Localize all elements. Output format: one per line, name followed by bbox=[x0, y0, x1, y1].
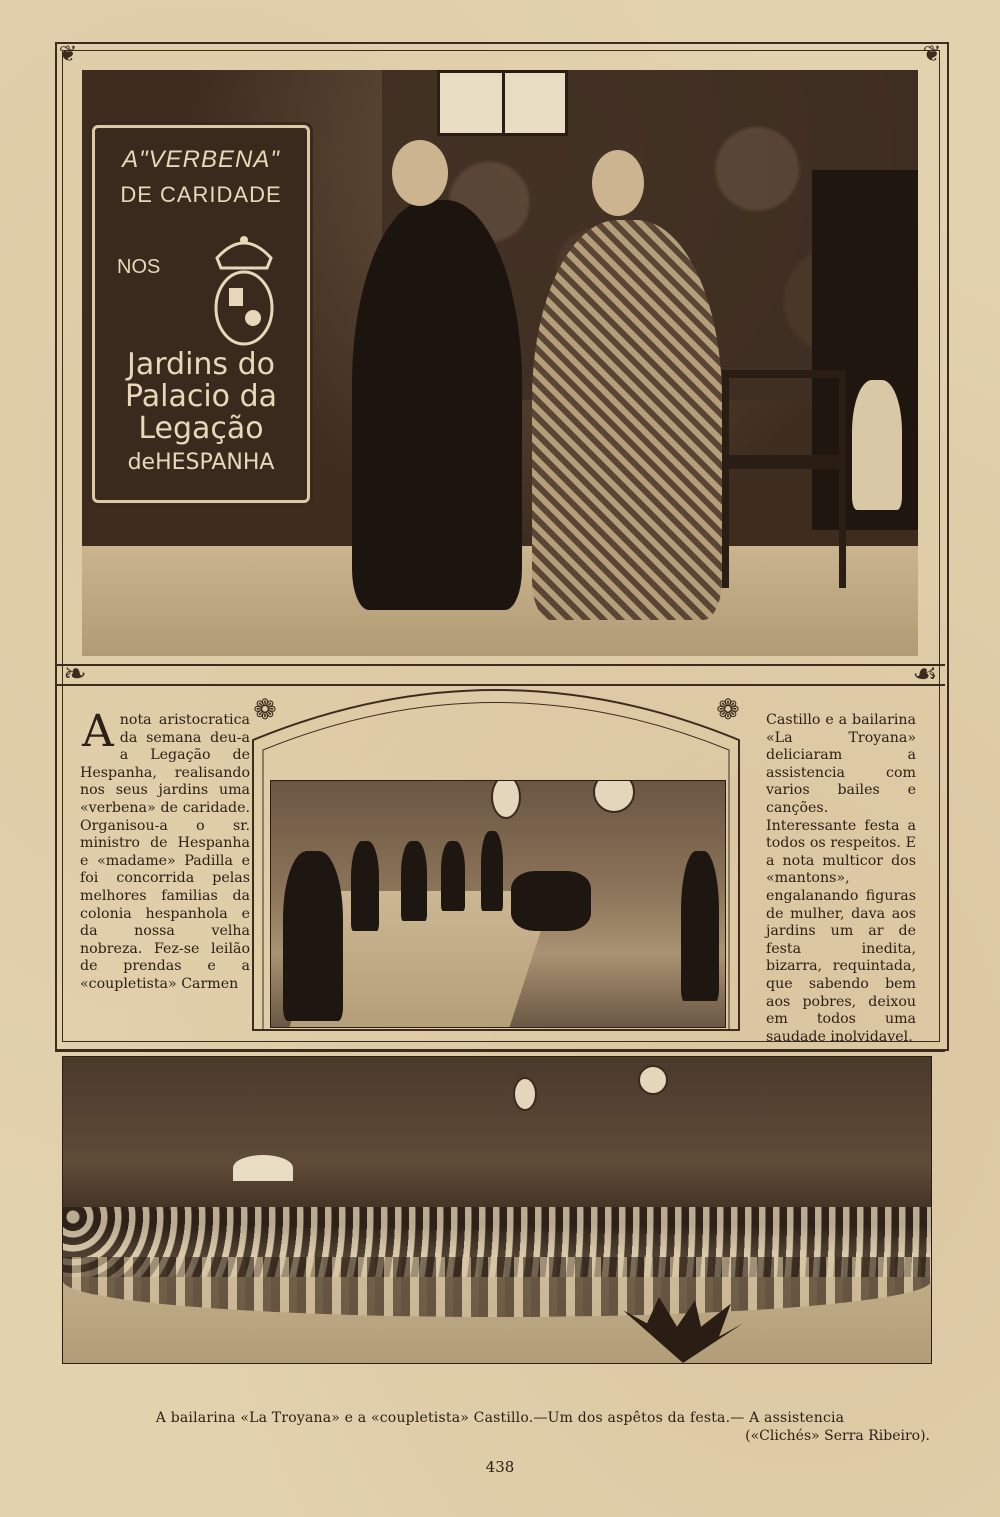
article-left-text: nota aristocratica da semana deu-a a Legação de Hespanha, realisando nos seus jardins uma «verbena» de caridade. Organisou-a o sr. ministro de Hespanha e «madame» Padilla e foi concorrida pelas melhores familias da colonia hespanhola e da nossa velha nobreza. Fez-se leilão de prendas e a «coupletista» Carmen bbox=[80, 712, 250, 992]
child-figure bbox=[852, 380, 902, 510]
person-figure bbox=[283, 851, 343, 1021]
middle-photo bbox=[270, 780, 726, 1028]
sign-subtitle: DE CARIDADE bbox=[120, 182, 282, 207]
lantern bbox=[593, 780, 635, 813]
scroll-ornament-icon: ❁ bbox=[716, 693, 740, 726]
event-sign bbox=[92, 125, 310, 503]
chair-seat bbox=[722, 455, 846, 469]
woman-left-figure bbox=[352, 200, 522, 610]
sign-line-hespanha: deHESPANHA bbox=[127, 450, 275, 475]
person-figure bbox=[351, 841, 379, 931]
top-photo bbox=[82, 70, 918, 656]
sign-nos: NOS bbox=[117, 256, 161, 278]
photo-credit: («Clichés» Serra Ribeiro). bbox=[745, 1428, 930, 1444]
lantern bbox=[638, 1065, 668, 1095]
article-right-column bbox=[766, 712, 916, 1046]
page-number: 438 bbox=[485, 1458, 515, 1476]
sign-title: A"VERBENA" bbox=[122, 146, 280, 173]
seated-group bbox=[511, 871, 591, 931]
crowd-front-row bbox=[63, 1257, 931, 1317]
flourish-icon: ❧ bbox=[63, 657, 87, 690]
wooden-chair bbox=[722, 370, 846, 588]
corner-ornament-icon: ❦ bbox=[922, 42, 942, 67]
sign-line-jardins: Jardins do bbox=[127, 347, 275, 382]
drop-cap: A bbox=[82, 706, 114, 757]
lantern bbox=[513, 1077, 537, 1111]
person-figure bbox=[481, 831, 503, 911]
person-figure bbox=[681, 851, 719, 1001]
person-figure bbox=[401, 841, 427, 921]
woman-right-figure bbox=[532, 220, 722, 620]
corner-ornament-icon: ❦ bbox=[58, 42, 78, 67]
parasol bbox=[233, 1155, 293, 1181]
person-figure bbox=[441, 841, 465, 911]
article-right-text: Castillo e a bailarina «La Troyana» deliciaram a assistencia com varios bailes e canções. Interessante festa a todos os respeitos. E a nota multicor dos «mantons», engalanando figuras de mulher, dava aos jardins um ar de festa inedita, bizarra, requintada, que sabendo bem aos pobres, deixou em todos uma saudade inolvidavel. bbox=[766, 712, 916, 1045]
sign-line-palacio: Palacio da bbox=[125, 379, 277, 414]
royal-crest-icon bbox=[207, 228, 281, 348]
photo-caption: A bailarina «La Troyana» e a «coupletista» Castillo.—Um dos aspêtos da festa.— A assistencia bbox=[155, 1410, 845, 1426]
divider-line bbox=[55, 1050, 945, 1052]
bottom-photo bbox=[62, 1056, 932, 1364]
divider-line bbox=[55, 664, 945, 666]
scroll-ornament-icon: ❁ bbox=[253, 693, 277, 726]
article-left-column bbox=[80, 706, 250, 994]
woman-right-head bbox=[592, 150, 644, 216]
window bbox=[502, 70, 568, 136]
woman-left-head bbox=[392, 140, 448, 206]
sign-line-legacao: Legação bbox=[138, 411, 264, 446]
flourish-icon: ☙ bbox=[912, 657, 938, 690]
lantern bbox=[491, 780, 521, 819]
